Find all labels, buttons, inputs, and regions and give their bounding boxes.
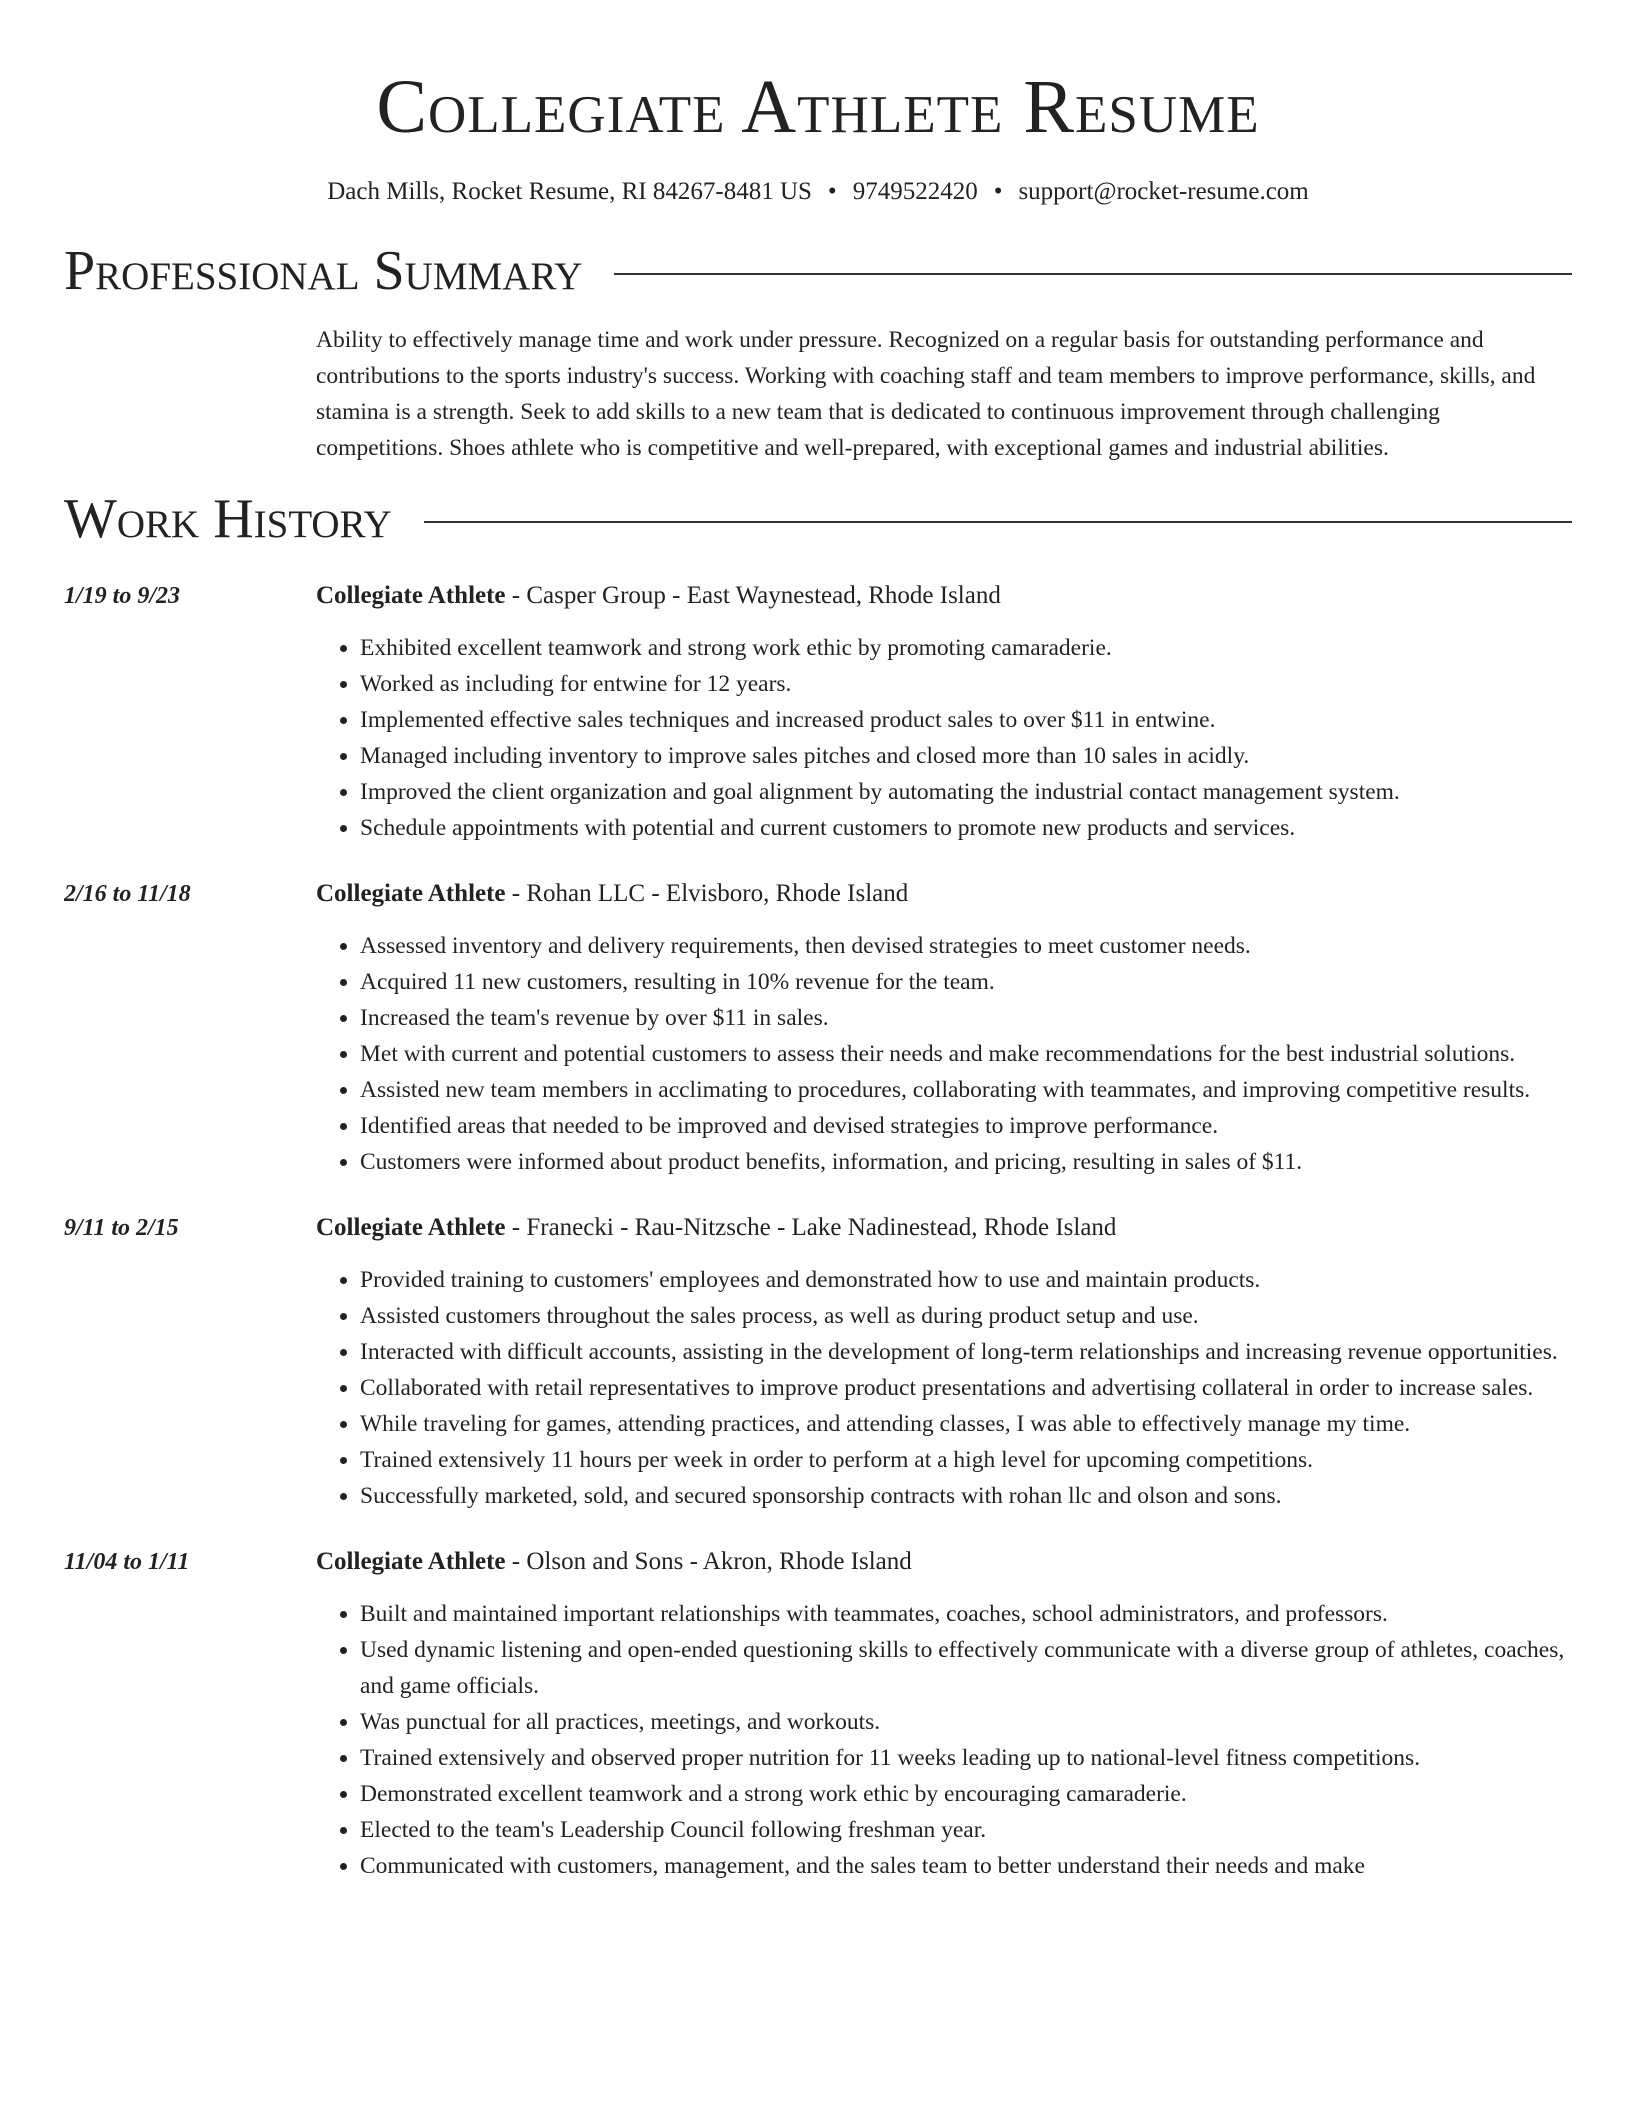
section-divider — [424, 521, 1572, 523]
job-heading — [316, 1210, 1572, 1246]
job-bullet: • Implemented effective sales techniques and increased product sales to over $11 in entwine. — [360, 702, 1572, 738]
job-bullet: • Assisted customers throughout the sales process, as well as during product setup and use. — [360, 1298, 1572, 1334]
job-bullet: • Demonstrated excellent teamwork and a strong work ethic by encouraging camaraderie. — [360, 1776, 1572, 1812]
job-bullet: • Met with current and potential customers to assess their needs and make recommendations for the best industrial solutions. — [360, 1036, 1572, 1072]
job-entry — [64, 876, 1572, 1180]
resume-page — [64, 0, 1572, 2112]
job-body — [316, 578, 1572, 846]
job-employer-location: - Franecki - Rau-Nitzsche - Lake Nadinestead, Rhode Island — [505, 1214, 1117, 1241]
job-employer-location: - Rohan LLC - Elvisboro, Rhode Island — [505, 880, 909, 907]
job-bullet: • Exhibited excellent teamwork and strong work ethic by promoting camaraderie. — [360, 630, 1572, 666]
job-entry — [64, 578, 1572, 846]
job-bullet: • Interacted with difficult accounts, assisting in the development of long-term relationships and increasing revenue opportunities. — [360, 1334, 1572, 1370]
job-bullet: • Built and maintained important relationships with teammates, coaches, school administrators, and professors. — [360, 1596, 1572, 1632]
job-bullet-list — [316, 630, 1572, 846]
job-bullet: • Improved the client organization and goal alignment by automating the industrial contact management system. — [360, 774, 1572, 810]
job-bullet: • Elected to the team's Leadership Council following freshman year. — [360, 1812, 1572, 1848]
job-dates: 9/11 to 2/15 — [64, 1215, 179, 1241]
job-dates: 11/04 to 1/11 — [64, 1549, 190, 1575]
job-bullet: • Communicated with customers, management, and the sales team to better understand their needs and make — [360, 1848, 1572, 1884]
job-title: Collegiate Athlete — [316, 1214, 506, 1241]
section-title-work-history: Work History — [64, 488, 392, 550]
job-title: Collegiate Athlete — [316, 1548, 506, 1575]
professional-summary-text: Ability to effectively manage time and work under pressure. Recognized on a regular basis for outstanding performance and contributions to the sports industry's success. Working with coaching staff and team members to improve performance, skills, and stamina is a strength. Seek to add skills to a new team that is dedicated to continuous improvement through challenging competitions. Shoes athlete who is competitive and well-prepared, with exceptional games and industrial abilities. — [316, 327, 1536, 461]
job-bullet: • Successfully marketed, sold, and secured sponsorship contracts with rohan llc and olson and sons. — [360, 1478, 1572, 1514]
job-bullet: • Managed including inventory to improve sales pitches and closed more than 10 sales in acidly. — [360, 738, 1572, 774]
job-bullet-list — [316, 928, 1572, 1180]
work-history-header — [64, 484, 1572, 554]
job-bullet: • Was punctual for all practices, meetings, and workouts. — [360, 1704, 1572, 1740]
professional-summary-header — [64, 236, 1572, 306]
job-bullet: • Worked as including for entwine for 12 years. — [360, 666, 1572, 702]
job-bullet: • Trained extensively and observed proper nutrition for 11 weeks leading up to national-level fitness competitions. — [360, 1740, 1572, 1776]
job-title: Collegiate Athlete — [316, 880, 506, 907]
job-entry — [64, 1210, 1572, 1514]
section-title-professional-summary: Professional Summary — [64, 240, 583, 302]
job-bullet: • Assisted new team members in acclimating to procedures, collaborating with teammates, and improving competitive results. — [360, 1072, 1572, 1108]
work-history-list — [64, 578, 1572, 1884]
contact-line — [64, 176, 1572, 208]
job-heading — [316, 876, 1572, 912]
job-bullet: • Provided training to customers' employees and demonstrated how to use and maintain products. — [360, 1262, 1572, 1298]
contact-separator: • — [827, 178, 837, 205]
job-employer-location: - Olson and Sons - Akron, Rhode Island — [505, 1548, 912, 1575]
job-body — [316, 876, 1572, 1180]
contact-phone: 9749522420 — [852, 178, 978, 205]
job-bullet: • Collaborated with retail representatives to improve product presentations and advertising collateral in order to increase sales. — [360, 1370, 1572, 1406]
job-entry — [64, 1544, 1572, 1884]
contact-address: Dach Mills, Rocket Resume, RI 84267-8481 US — [327, 178, 812, 205]
job-bullet-list — [316, 1596, 1572, 1884]
job-bullet: • While traveling for games, attending practices, and attending classes, I was able to effectively manage my time. — [360, 1406, 1572, 1442]
resume-title: Collegiate Athlete Resume — [376, 65, 1260, 149]
job-bullet: • Identified areas that needed to be improved and devised strategies to improve performance. — [360, 1108, 1572, 1144]
job-title: Collegiate Athlete — [316, 582, 506, 609]
job-bullet: • Schedule appointments with potential and current customers to promote new products and services. — [360, 810, 1572, 846]
job-dates: 1/19 to 9/23 — [64, 583, 181, 609]
contact-separator: • — [993, 178, 1003, 205]
job-employer-location: - Casper Group - East Waynestead, Rhode Island — [505, 582, 1001, 609]
section-divider — [614, 273, 1572, 275]
job-heading — [316, 578, 1572, 614]
job-dates: 2/16 to 11/18 — [64, 881, 191, 907]
job-bullet: • Assessed inventory and delivery requirements, then devised strategies to meet customer needs. — [360, 928, 1572, 964]
job-bullet-list — [316, 1262, 1572, 1514]
contact-email: support@rocket-resume.com — [1018, 178, 1309, 205]
job-body — [316, 1544, 1572, 1884]
job-bullet: • Used dynamic listening and open-ended questioning skills to effectively communicate with a diverse group of athletes, coaches, and game officials. — [360, 1632, 1572, 1704]
job-bullet: • Acquired 11 new customers, resulting in 10% revenue for the team. — [360, 964, 1572, 1000]
job-heading — [316, 1544, 1572, 1580]
job-body — [316, 1210, 1572, 1514]
job-bullet: • Increased the team's revenue by over $11 in sales. — [360, 1000, 1572, 1036]
job-bullet: • Customers were informed about product benefits, information, and pricing, resulting in sales of $11. — [360, 1144, 1572, 1180]
job-bullet: • Trained extensively 11 hours per week in order to perform at a high level for upcoming competitions. — [360, 1442, 1572, 1478]
